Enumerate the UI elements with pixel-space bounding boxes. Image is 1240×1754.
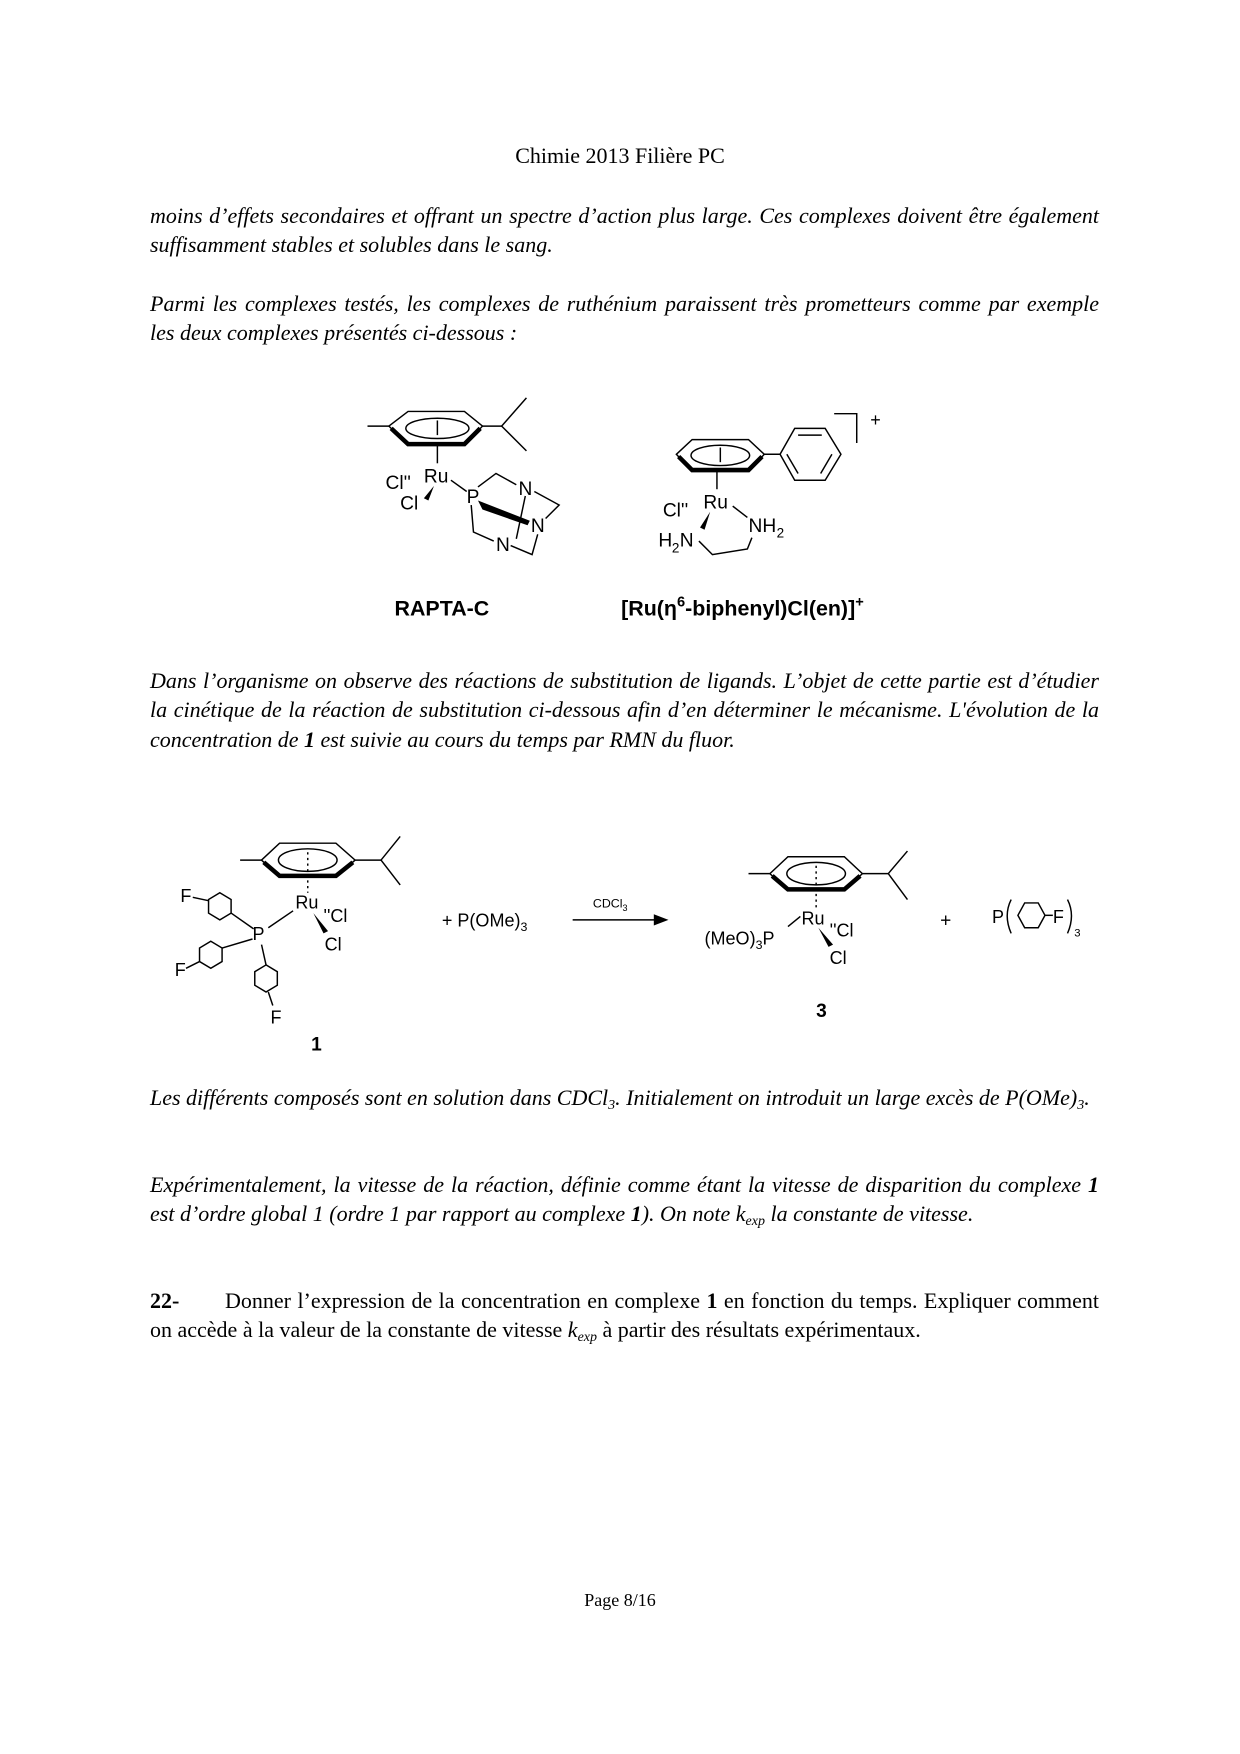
compound-number: 3 [816,1000,827,1022]
cl-atom: Cl [829,947,847,968]
p-atom: P [252,924,265,945]
paragraph-complexes: Parmi les complexes testés, les complexes de ruthénium paraissent très prometteurs comme par exemple les deux complexes présentés ci-dessous : [150,291,1099,346]
page-header: Chimie 2013 Filière PC [515,143,725,168]
cl-atom: ''Cl [323,906,348,927]
subscript: 2 [671,540,680,556]
charge: + [870,410,881,431]
paragraph-intro: moins d’effets secondaires et offrant un spectre d’action plus large. Ces complexes doivent être également suffisamment stables et solubles dans le sang. [150,203,1099,258]
f-atom: F [174,960,186,981]
text: . [1084,1085,1090,1110]
p-atom: P [991,907,1005,928]
page-number: Page 8/16 [584,1590,656,1610]
cl-atom: Cl [324,934,342,955]
ru-biphenyl-structure [621,410,881,620]
p-atom: P [466,486,480,508]
f-atom: F [270,1007,282,1028]
trimethylphosphite-group: $(MeO)_3P$ [704,928,775,953]
rapta-c-structure [367,398,559,621]
subscript: exp [745,1214,765,1230]
nh2-group: NH [748,516,777,538]
biphenyl-label: $[Ru(\eta^6-biphenyl)Cl(en)]^+$ [621,594,864,621]
subscript: 3 [608,1098,616,1113]
reagent-label: + $P(OMe)_3$ [441,910,528,935]
text: est d’ordre global 1 (ordre 1 par rapport au complexe [150,1201,631,1227]
compound-number: 1 [311,1034,322,1056]
ru-atom: Ru [423,466,449,488]
reaction-arrow-group [442,896,669,934]
phosphine-product-structure [992,900,1081,940]
text: à partir des résultats expérimentaux. [597,1317,921,1343]
n-atom: N [530,516,545,538]
subscript: 3 [1077,1098,1085,1113]
text: Les différents composés sont en solution dans CDCl [150,1085,609,1110]
rapta-c-label: RAPTA-C [394,596,490,621]
text: . Initialement on introduit un large excès de P(OMe) [615,1085,1078,1110]
compound-ref: 1 [1088,1172,1099,1197]
n-atom: N [518,478,533,500]
text: Expérimentalement, la vitesse de la réaction, définie comme étant la vitesse de disparition du complexe [150,1172,1088,1197]
k-symbol: k [567,1317,578,1343]
ru-atom: Ru [295,892,319,913]
h2n-group: N [679,530,694,552]
subscript: 2 [776,525,785,541]
cl-atom: Cl'' [385,473,411,495]
cl-atom: Cl'' [662,500,689,522]
plus-sign: + [940,910,952,932]
compound-1-structure [175,836,400,1055]
solvent-label: CDCl$_3$ [592,896,628,913]
text: ). On note k [641,1201,746,1227]
text: la constante de vitesse. [764,1201,974,1227]
text: Donner l’expression de la concentration en complexe [225,1288,707,1313]
question-number: 22- [150,1288,180,1313]
subscript: exp [577,1330,597,1346]
subscript: 3 [1074,927,1081,940]
compound-ref: 1 [630,1201,642,1227]
compound-ref: 1 [303,726,315,752]
ru-atom: Ru [801,908,825,929]
f-atom: F [1052,907,1064,928]
text: en fonction du temps. Expliquer comment on accède à la valeur de la constante de vitesse [150,1288,1099,1343]
h2n-group: H [658,530,673,552]
text: Dans l’organisme on observe des réactions de substitution de ligands. L’objet de cette partie est d’étudier la cinétique de la réaction de substitution ci-dessous afin d’en déterminer le mécanisme. L'évolution de la concentration de [150,668,1099,752]
cl-atom: ''Cl [829,920,854,941]
ru-atom: Ru [703,492,728,514]
n-atom: N [496,535,510,557]
f-atom: F [180,885,192,906]
text: est suivie au cours du temps par RMN du fluor. [314,726,735,752]
cl-atom: Cl [400,493,419,515]
compound-ref: 1 [706,1288,718,1313]
compound-3-structure [705,851,908,1022]
